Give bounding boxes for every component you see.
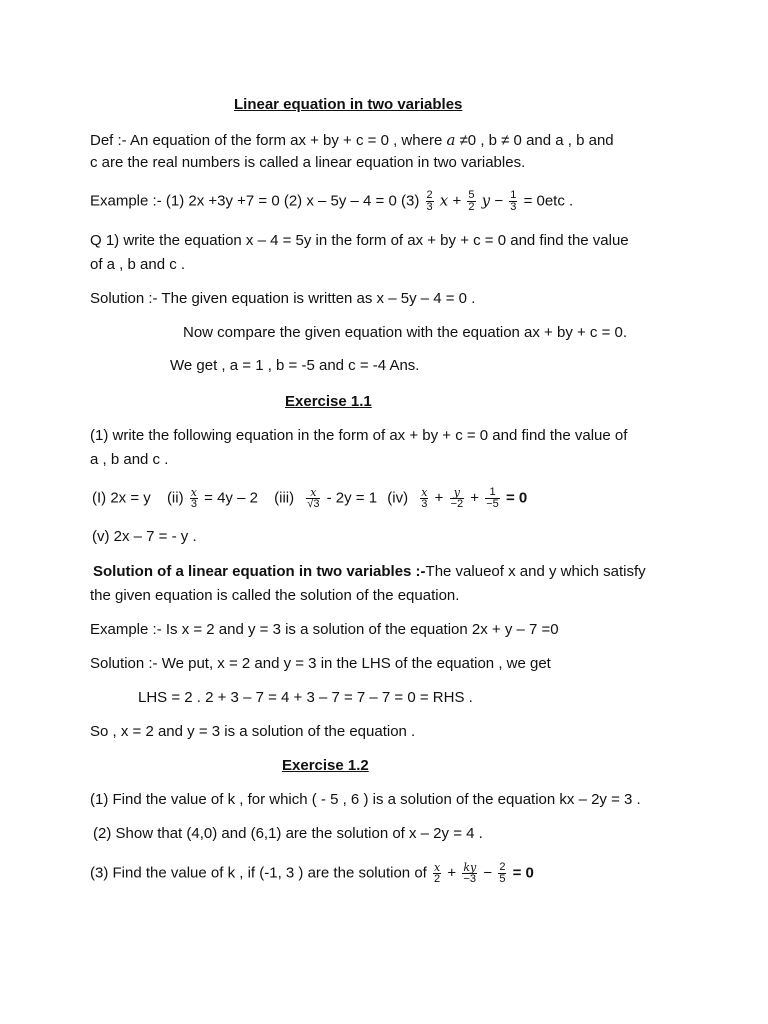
- plus-sign: +: [470, 489, 480, 507]
- exercise-1-1-items: [92, 487, 527, 510]
- solution-1-line-2: Now compare the given equation with the equation ax + by + c = 0.: [183, 324, 628, 341]
- item-iv-tail: = 0: [505, 489, 528, 507]
- question-3-tail: = 0: [512, 864, 534, 882]
- exercise-1-1-title: Exercise 1.1: [285, 393, 372, 410]
- fraction-denominator: 3: [421, 498, 428, 510]
- fraction-numerator: x: [306, 487, 320, 499]
- plus-sign: +: [447, 864, 457, 882]
- fraction-1-minus5: [485, 487, 500, 510]
- fraction-numerator: y: [450, 487, 465, 499]
- solution-definition-line-2: the given equation is called the solution of the equation.: [90, 587, 460, 604]
- fraction-denominator: 2: [468, 201, 475, 213]
- example-1: [90, 190, 573, 213]
- fraction-2-3: [426, 190, 434, 213]
- exercise-1-1-line-1: (1) write the following equation in the form of ax + by + c = 0 and find the value of: [90, 427, 628, 444]
- fraction-numerator: x: [434, 861, 441, 874]
- lhs-computation: LHS = 2 . 2 + 3 – 7 = 4 + 3 – 7 = 7 – 7 = 0 = RHS .: [138, 689, 473, 706]
- fraction-1-3: [509, 190, 517, 213]
- solution-1-line-3: We get , a = 1 , b = -5 and c = -4 Ans.: [170, 357, 420, 374]
- fraction-denominator: −3: [463, 873, 477, 885]
- minus-sign: −: [494, 192, 504, 210]
- solution-definition-text: The valueof x and y which satisfy: [425, 563, 646, 580]
- question-1-line-1: Q 1) write the equation x – 4 = 5y in the form of ax + by + c = 0 and find the value: [90, 232, 629, 249]
- fraction-denominator: −5: [486, 498, 499, 510]
- fraction-numerator: 2: [426, 189, 433, 201]
- example-2-line: Example :- Is x = 2 and y = 3 is a solution of the equation 2x + y – 7 =0: [90, 621, 559, 638]
- fraction-x-3: [420, 487, 428, 510]
- var-x: x: [439, 191, 449, 210]
- fraction-numerator: x: [421, 486, 428, 499]
- item-iii-tail: - 2y = 1: [326, 489, 378, 507]
- item-v: (v) 2x – 7 = - y .: [92, 528, 197, 545]
- item-ii-label: (ii): [166, 489, 184, 507]
- exercise-1-2-question-1: (1) Find the value of k , for which ( - 5 , 6 ) is a solution of the equation kx – 2y = 3 .: [90, 791, 641, 808]
- page-title: Linear equation in two variables: [234, 96, 463, 113]
- solution-definition-heading: Solution of a linear equation in two variables :-: [93, 563, 426, 580]
- item-iii-label: (iii): [274, 489, 295, 507]
- item-i: (I) 2x = y: [92, 489, 151, 507]
- fraction-denominator: 3: [510, 201, 517, 213]
- fraction-denominator: 3: [426, 201, 433, 213]
- question-3-text: (3) Find the value of k , if (-1, 3 ) are the solution of: [90, 864, 427, 882]
- example-1-text: Example :- (1) 2x +3y +7 = 0 (2) x – 5y – 4 = 0 (3): [90, 192, 420, 210]
- solution-definition-line-1: [93, 563, 646, 581]
- definition-text-a: Def :- An equation of the form ax + by + c = 0 , where: [90, 132, 447, 149]
- fraction-x-3: [190, 487, 198, 510]
- fraction-x-2: [433, 862, 441, 885]
- example-1-tail: = 0etc .: [523, 192, 574, 210]
- minus-sign: −: [483, 864, 493, 882]
- fraction-5-2: [467, 190, 475, 213]
- exercise-1-2-question-3: [90, 862, 534, 885]
- fraction-y-minus2: [450, 487, 465, 510]
- exercise-1-2-title: Exercise 1.2: [282, 757, 369, 774]
- var-y: y: [481, 191, 491, 210]
- definition-text-b: ≠0 , b ≠ 0 and a , b and: [455, 132, 614, 149]
- fraction-denominator: −2: [450, 498, 464, 510]
- fraction-denominator: 3: [190, 498, 197, 510]
- item-iv-label: (iv): [387, 489, 409, 507]
- item-ii-tail: = 4y – 2: [204, 489, 258, 507]
- fraction-denominator: 5: [499, 873, 506, 885]
- definition-line-1: [90, 131, 614, 150]
- fraction-numerator: 1: [510, 189, 517, 201]
- example-2-solution: Solution :- We put, x = 2 and y = 3 in the LHS of the equation , we get: [90, 655, 551, 672]
- question-1-line-2: of a , b and c .: [90, 256, 186, 273]
- solution-1-line-1: Solution :- The given equation is written as x – 5y – 4 = 0 .: [90, 290, 476, 307]
- exercise-1-1-line-2: a , b and c .: [90, 451, 169, 468]
- plus-sign: +: [452, 192, 462, 210]
- fraction-ky-minus3: [462, 862, 477, 885]
- fraction-numerator: x: [190, 486, 197, 499]
- fraction-numerator: 5: [468, 189, 475, 201]
- exercise-1-2-question-2: (2) Show that (4,0) and (6,1) are the solution of x – 2y = 4 .: [93, 825, 483, 842]
- alpha-symbol: a: [446, 131, 456, 149]
- plus-sign: +: [434, 489, 444, 507]
- definition-line-2: c are the real numbers is called a linear equation in two variables.: [90, 154, 526, 171]
- fraction-x-sqrt3: [306, 487, 320, 510]
- example-2-conclusion: So , x = 2 and y = 3 is a solution of the equation .: [90, 723, 416, 740]
- fraction-numerator: ky: [463, 861, 477, 874]
- fraction-numerator: 2: [499, 861, 506, 873]
- fraction-denominator: 2: [434, 873, 441, 885]
- fraction-numerator: 1: [485, 487, 500, 499]
- fraction-2-5: [498, 862, 506, 885]
- fraction-denominator: √3: [307, 498, 320, 510]
